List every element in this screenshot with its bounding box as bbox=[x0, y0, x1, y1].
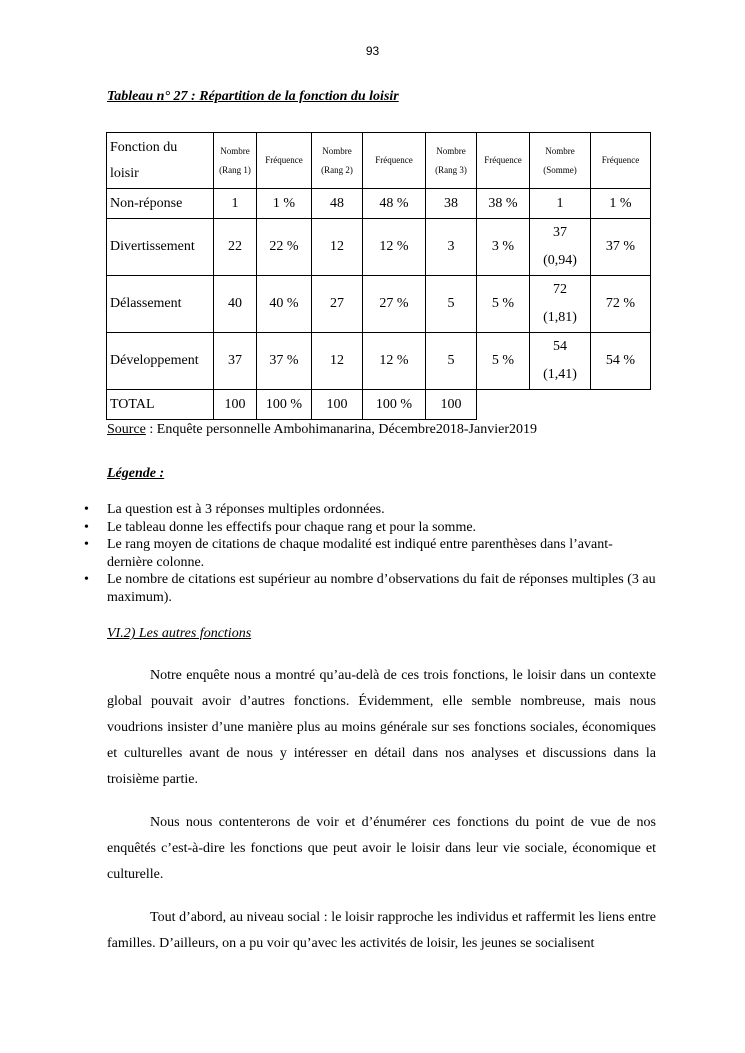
header-label-line2: loisir bbox=[110, 165, 139, 181]
legend-title: Légende : bbox=[107, 466, 165, 481]
cell: 12 % bbox=[363, 333, 426, 390]
cell: 72 (1,81) bbox=[530, 276, 591, 333]
cell: 1 bbox=[530, 189, 591, 219]
bullet-icon: • bbox=[84, 572, 89, 587]
cell: 1 % bbox=[257, 189, 312, 219]
row-label: Délassement bbox=[107, 276, 214, 333]
cell: 100 bbox=[426, 390, 477, 420]
header-nombre-rang1: Nombre (Rang 1) bbox=[214, 133, 257, 189]
cell: 100 % bbox=[363, 390, 426, 420]
cell: 100 bbox=[214, 390, 257, 420]
list-item: • Le nombre de citations est supérieur au nombre d’observations du fait de réponses multiples (3 au maximum). bbox=[84, 572, 656, 605]
cell: 5 % bbox=[477, 333, 530, 390]
cell: 12 bbox=[312, 219, 363, 276]
header-frequence-3: Fréquence bbox=[477, 133, 530, 189]
table-total-row bbox=[107, 390, 651, 420]
list-item: • Le rang moyen de citations de chaque modalité est indiqué entre parenthèses dans l’avant-dernière colonne. bbox=[84, 537, 613, 570]
row-label: Développement bbox=[107, 333, 214, 390]
header-label bbox=[107, 133, 214, 189]
paragraph: Tout d’abord, au niveau social : le loisir rapproche les individus et raffermit les liens entre familles. D’ailleurs, on a pu voir qu’avec les activités de loisir, les jeunes se socialisent bbox=[107, 910, 656, 951]
list-item: • Le tableau donne les effectifs pour chaque rang et pour la somme. bbox=[84, 519, 477, 535]
section-heading: VI.2) Les autres fonctions bbox=[107, 626, 252, 641]
bullet-icon: • bbox=[84, 519, 89, 535]
bullet-icon: • bbox=[84, 537, 89, 552]
cell: 12 % bbox=[363, 219, 426, 276]
cell: 1 bbox=[214, 189, 257, 219]
cell: 48 bbox=[312, 189, 363, 219]
bullet-icon: • bbox=[84, 502, 89, 517]
header-frequence-somme: Fréquence bbox=[591, 133, 651, 189]
cell: 100 bbox=[312, 390, 363, 420]
row-label: Divertissement bbox=[107, 219, 214, 276]
cell: 37 bbox=[214, 333, 257, 390]
source-label: Source bbox=[107, 422, 146, 437]
cell: 5 bbox=[426, 333, 477, 390]
cell: 12 bbox=[312, 333, 363, 390]
header-frequence-2: Fréquence bbox=[363, 133, 426, 189]
data-table bbox=[106, 132, 651, 420]
cell: 72 % bbox=[591, 276, 651, 333]
header-frequence-1: Fréquence bbox=[257, 133, 312, 189]
table-row bbox=[107, 333, 651, 390]
table-row bbox=[107, 276, 651, 333]
cell: 37 (0,94) bbox=[530, 219, 591, 276]
cell: 54 % bbox=[591, 333, 651, 390]
cell: 37 % bbox=[257, 333, 312, 390]
paragraph: Nous nous contenterons de voir et d’énumérer ces fonctions du point de vue de nos enquêtés c’est-à-dire les fonctions que peut avoir le loisir dans leur vie sociale, économique et culturelle. bbox=[107, 815, 656, 882]
table-source bbox=[107, 422, 537, 438]
table-title: Tableau n° 27 : Répartition de la fonction du loisir bbox=[107, 89, 399, 104]
cell: 3 % bbox=[477, 219, 530, 276]
header-label-line1: Fonction du bbox=[110, 139, 178, 155]
cell: 27 bbox=[312, 276, 363, 333]
cell: 48 % bbox=[363, 189, 426, 219]
legend-list bbox=[84, 501, 657, 606]
total-label: TOTAL bbox=[107, 390, 214, 420]
paragraph: Notre enquête nous a montré qu’au-delà de ces trois fonctions, le loisir dans un contexte global pouvait avoir d’autres fonctions. Évidemment, elle semble nombreuse, mais nous voudrions insister d’une manière plus au moins générale sur ses fonctions sociales, économiques et culturelles avant de nous y intéresser en détail dans nos analyses et discussions dans la troisième partie. bbox=[107, 668, 656, 787]
header-nombre-rang3: Nombre (Rang 3) bbox=[426, 133, 477, 189]
cell: 22 bbox=[214, 219, 257, 276]
empty-cell bbox=[530, 390, 591, 420]
cell: 100 % bbox=[257, 390, 312, 420]
cell: 1 % bbox=[591, 189, 651, 219]
cell: 5 bbox=[426, 276, 477, 333]
empty-cell bbox=[591, 390, 651, 420]
table-row bbox=[107, 219, 651, 276]
table-header-row bbox=[107, 133, 651, 189]
header-nombre-rang2: Nombre (Rang 2) bbox=[312, 133, 363, 189]
cell: 38 bbox=[426, 189, 477, 219]
source-text: : Enquête personnelle Ambohimanarina, Décembre2018-Janvier2019 bbox=[145, 422, 537, 437]
cell: 40 % bbox=[257, 276, 312, 333]
empty-cell bbox=[477, 390, 530, 420]
list-item: • La question est à 3 réponses multiples ordonnées. bbox=[84, 502, 385, 517]
cell: 3 bbox=[426, 219, 477, 276]
table-row bbox=[107, 189, 651, 219]
cell: 38 % bbox=[477, 189, 530, 219]
cell: 54 (1,41) bbox=[530, 333, 591, 390]
cell: 40 bbox=[214, 276, 257, 333]
cell: 37 % bbox=[591, 219, 651, 276]
row-label: Non-réponse bbox=[107, 189, 214, 219]
cell: 27 % bbox=[363, 276, 426, 333]
cell: 22 % bbox=[257, 219, 312, 276]
page-number: 93 bbox=[365, 44, 380, 58]
cell: 5 % bbox=[477, 276, 530, 333]
header-nombre-somme: Nombre (Somme) bbox=[530, 133, 591, 189]
